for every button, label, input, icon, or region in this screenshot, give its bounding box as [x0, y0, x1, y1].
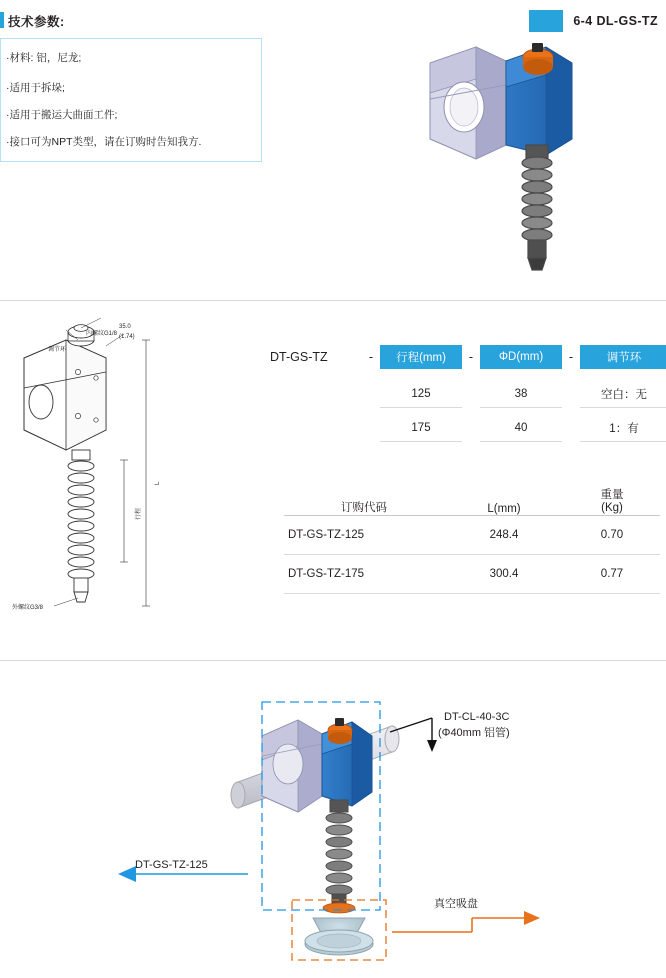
option-stroke-125: 125: [380, 380, 462, 408]
dim-label-internal-thread: 内螺纹G1/8: [86, 331, 118, 337]
table-row: [284, 516, 660, 555]
dimension-drawing: [6, 310, 256, 640]
order-row-2-length: 300.4: [489, 568, 519, 580]
product-code-label: 6-4 DL-GS-TZ: [573, 14, 658, 28]
order-table-header-length: L(mm): [487, 503, 521, 515]
code-builder-dash-2: -: [468, 350, 474, 364]
spec-line-curved-parts: ·适用于搬运大曲面工件;: [6, 109, 118, 121]
specs-section: [0, 0, 666, 300]
spec-line-material: ·材料: 铝，尼龙;: [6, 52, 82, 64]
callout-tube-code: DT-CL-40-3C: [444, 711, 510, 723]
spec-title: 技术参数:: [8, 15, 65, 29]
dim-label-adjust-ring: 调节环: [48, 347, 67, 353]
tables-section: [0, 300, 666, 660]
order-table-header-weight: [564, 489, 660, 515]
dimension-drawing-svg: [6, 310, 256, 640]
dim-label-stroke: 行程: [136, 507, 142, 520]
option-diameter-38: 38: [480, 380, 562, 408]
dim-label-35: 35.0: [119, 324, 131, 330]
option-diameter-40: 40: [480, 414, 562, 442]
header-diameter: ΦD(mm): [480, 345, 562, 369]
order-table: [284, 475, 660, 594]
code-builder-base: DT-GS-TZ: [270, 350, 328, 364]
callout-unit-code: DT-GS-TZ-125: [135, 859, 208, 871]
option-row-1: [270, 380, 666, 408]
order-table-header: [284, 475, 660, 516]
dim-label-external-thread: 外螺纹G3/8: [12, 605, 44, 611]
order-row-1-length: 248.4: [489, 529, 519, 541]
order-row-2-code: DT-GS-TZ-175: [288, 568, 365, 580]
callout-tube-spec: (Φ40mm 铝管): [438, 727, 510, 739]
option-row-2: [270, 414, 666, 442]
application-section: [0, 660, 666, 978]
code-color-swatch: [529, 10, 563, 32]
application-diagram: [0, 660, 666, 978]
order-table-header-weight-line1: 重量: [600, 489, 624, 501]
option-stroke-175: 175: [380, 414, 462, 442]
order-row-2-weight: 0.77: [600, 568, 624, 580]
code-builder-dash-3: -: [568, 350, 574, 364]
order-row-1-weight: 0.70: [600, 529, 624, 541]
code-builder-header-row: [270, 345, 666, 369]
header-stroke: 行程(mm): [380, 345, 462, 369]
dim-label-L: L: [155, 481, 161, 485]
spec-title-accent-bar: [0, 12, 4, 28]
code-builder-dash-1: -: [368, 350, 374, 364]
option-ring-yes: 1：有: [580, 414, 666, 442]
product-code-chip: [529, 10, 658, 32]
hero-product-image: [360, 35, 660, 295]
order-row-1-code: DT-GS-TZ-125: [288, 529, 365, 541]
table-row: [284, 555, 660, 594]
option-ring-none: 空白：无: [580, 380, 666, 408]
header-adjust-ring: 调节环: [580, 345, 666, 369]
order-table-header-code: 订购代码: [341, 502, 387, 514]
spec-line-npt: ·接口可为NPT类型，请在订购时告知我方.: [6, 136, 202, 148]
callout-suction-cup: 真空吸盘: [434, 898, 478, 910]
dim-label-174: (1.74): [119, 334, 135, 340]
order-table-header-weight-line2: (Kg): [601, 502, 623, 514]
spec-line-depalletizing: ·适用于拆垛;: [6, 82, 65, 94]
